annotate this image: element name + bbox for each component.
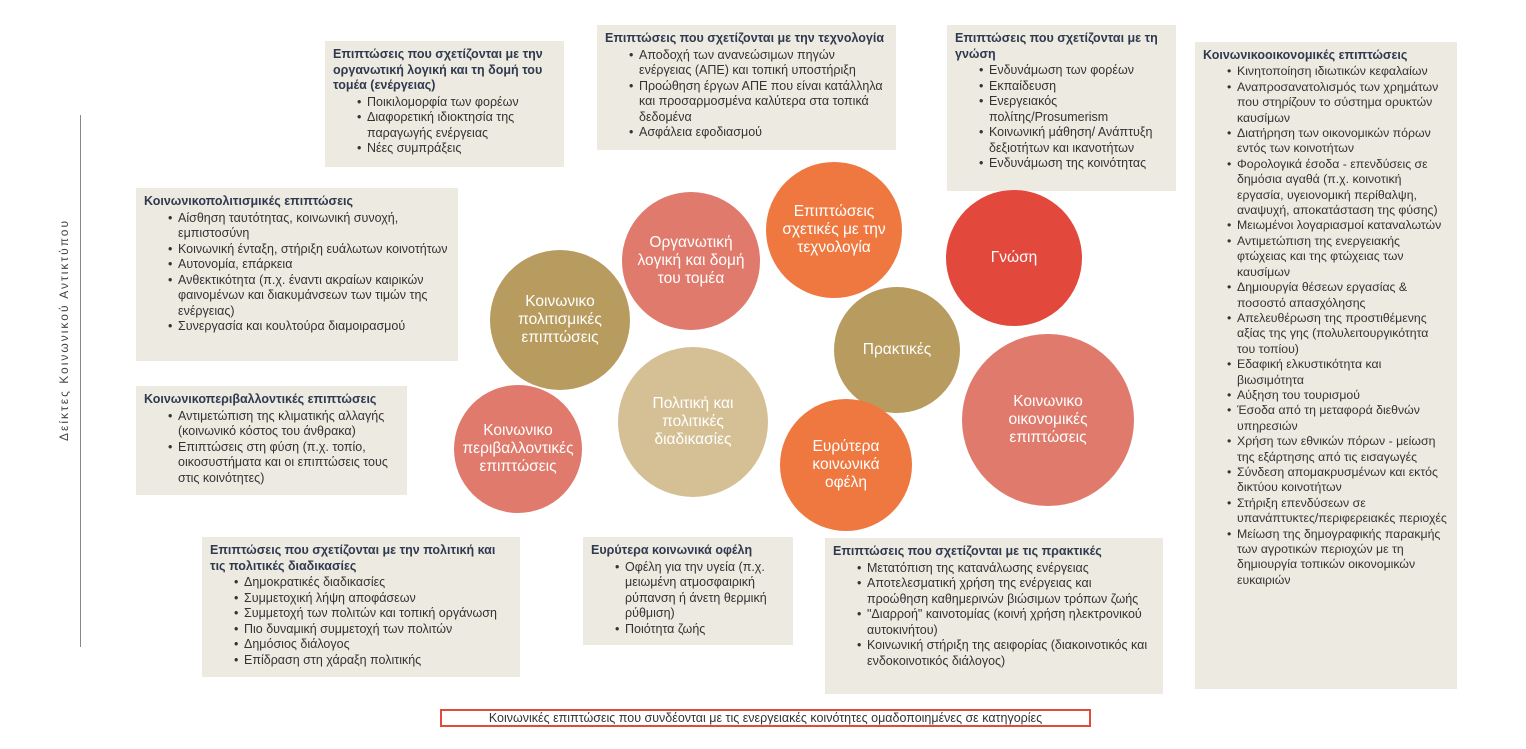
- circle-knowledge: [946, 190, 1082, 326]
- box-list: [210, 575, 512, 668]
- list-item: • Εκπαίδευση: [979, 79, 1168, 95]
- list-item: • Αύξηση του τουρισμού: [1227, 388, 1449, 403]
- list-item: • Κοινωνική ένταξη, στήριξη ευάλωτων κοινοτήτων: [168, 242, 450, 258]
- box-socioenvironmental: [136, 386, 407, 495]
- list-item: • Αντιμετώπιση της κλιματικής αλλαγής (κοινωνικό κόστος του άνθρακα): [168, 409, 399, 440]
- box-policy: [202, 537, 520, 677]
- list-item: • Ενδυνάμωση των φορέων: [979, 63, 1168, 79]
- circle-label: Κοινωνικο περιβαλλοντικές επιπτώσεις: [462, 422, 574, 475]
- list-item: • Ποιότητα ζωής: [615, 622, 785, 638]
- list-item: • Ενδυνάμωση της κοινότητας: [979, 156, 1168, 172]
- box-title: Κοινωνικοπολιτισμικές επιπτώσεις: [144, 194, 354, 208]
- circle-label: Γνώση: [990, 249, 1038, 266]
- list-item: • Ποικιλομορφία των φορέων: [357, 95, 556, 111]
- list-item: • Σύνδεση απομακρυσμένων και εκτός δικτύου κοινοτήτων: [1227, 465, 1449, 496]
- circle-organisational: [622, 192, 760, 330]
- list-item: • Εδαφική ελκυστικότητα και βιωσιμότητα: [1227, 357, 1449, 388]
- circle-label: Κοινωνικο πολιτισμικές επιπτώσεις: [518, 293, 602, 346]
- figure-caption: Κοινωνικές επιπτώσεις που συνδέονται με τις ενεργειακές κοινότητες ομαδοποιημένες σε κατηγορίες: [440, 709, 1091, 727]
- list-item: • "Διαρροή" καινοτομίας (κοινή χρήση ηλεκτρονικού αυτοκινήτου): [857, 607, 1155, 638]
- list-item: • Πιο δυναμική συμμετοχή των πολιτών: [234, 622, 512, 638]
- box-technology: [597, 25, 896, 150]
- list-item: • Έσοδα από τη μεταφορά διεθνών υπηρεσιών: [1227, 403, 1449, 434]
- side-title-text: Δείκτες Κοινωνικού Αντικτύπου: [57, 218, 72, 442]
- box-title: Επιπτώσεις που σχετίζονται με την τεχνολογία: [605, 31, 885, 45]
- circle-label: Πρακτικές: [862, 341, 932, 358]
- circle-label: Οργανωτική λογική και δομή του τομέα: [637, 234, 745, 287]
- circle-label: Πολιτική και πολιτικές διαδικασίες: [652, 395, 734, 448]
- list-item: • Φορολογικά έσοδα - επενδύσεις σε δημόσια αγαθά (π.χ. κοινοτική εργασία, υγειονομική περίθαλψη, αναψυχή, αποκατάσταση της φύσης): [1227, 157, 1449, 219]
- box-list: [1203, 64, 1449, 588]
- box-title: Κοινωνικοπεριβαλλοντικές επιπτώσεις: [144, 392, 377, 406]
- box-title: Επιπτώσεις που σχετίζονται με την οργανωτική λογική και τη δομή του τομέα (ενέργειας): [333, 47, 543, 92]
- box-list: [591, 560, 785, 638]
- list-item: • Αντιμετώπιση της ενεργειακής φτώχειας και της φτώχειας των καυσίμων: [1227, 234, 1449, 280]
- side-divider: [80, 115, 81, 647]
- box-list: [144, 211, 450, 335]
- box-title: Επιπτώσεις που σχετίζονται με τις πρακτικές: [833, 544, 1102, 558]
- list-item: • Κινητοποίηση ιδιωτικών κεφαλαίων: [1227, 64, 1449, 79]
- list-item: • Συμμετοχή των πολιτών και τοπική οργάνωση: [234, 606, 512, 622]
- circle-label: Επιπτώσεις σχετικές με την τεχνολογία: [782, 203, 886, 256]
- box-list: [955, 63, 1168, 172]
- list-item: • Επίδραση στη χάραξη πολιτικής: [234, 653, 512, 669]
- list-item: • Προώθηση έργων ΑΠΕ που είναι κατάλληλα και προσαρμοσμένα καλύτερα στα τοπικά δεδομένα: [629, 79, 888, 126]
- list-item: • Ενεργειακός πολίτης/Prosumerism: [979, 94, 1168, 125]
- list-item: • Νέες συμπράξεις: [357, 141, 556, 157]
- list-item: • Κοινωνική στήριξη της αειφορίας (διακοινοτικός και ενδοκοινοτικός διάλογος): [857, 638, 1155, 669]
- list-item: • Κοινωνική μάθηση/ Ανάπτυξη δεξιοτήτων και ικανοτήτων: [979, 125, 1168, 156]
- box-list: [605, 48, 888, 141]
- list-item: • Αποτελεσματική χρήση της ενέργειας και προώθηση καθημερινών βιώσιμων τρόπων ζωής: [857, 576, 1155, 607]
- box-title: Κοινωνικοοικονομικές επιπτώσεις: [1203, 48, 1408, 62]
- list-item: • Χρήση των εθνικών πόρων - μείωση της εξάρτησης από τις εισαγωγές: [1227, 434, 1449, 465]
- box-title: Επιπτώσεις που σχετίζονται με τη γνώση: [955, 31, 1158, 61]
- box-sociocultural: [136, 188, 458, 361]
- list-item: • Οφέλη για την υγεία (π.χ. μειωμένη ατμοσφαιρική ρύπανση ή άνετη θερμική ρύθμιση): [615, 560, 785, 622]
- box-list: [144, 409, 399, 487]
- circle-practices: [834, 287, 960, 413]
- list-item: • Μετατόπιση της κατανάλωσης ενέργειας: [857, 561, 1155, 577]
- list-item: • Απελευθέρωση της προστιθέμενης αξίας της γης (πολυλειτουργικότητα του τοπίου): [1227, 311, 1449, 357]
- box-wider: [583, 537, 793, 645]
- circle-sociocultural: [490, 250, 630, 390]
- list-item: • Στήριξη επενδύσεων σε υπανάπτυκτες/περιφερειακές περιοχές: [1227, 496, 1449, 527]
- box-title: Επιπτώσεις που σχετίζονται με την πολιτική και τις πολιτικές διαδικασίες: [210, 543, 496, 573]
- list-item: • Αίσθηση ταυτότητας, κοινωνική συνοχή, εμπιστοσύνη: [168, 211, 450, 242]
- list-item: • Ασφάλεια εφοδιασμού: [629, 125, 888, 141]
- circle-wider: [780, 399, 912, 531]
- box-knowledge: [947, 25, 1176, 191]
- circle-technology: [766, 162, 902, 298]
- list-item: • Ανθεκτικότητα (π.χ. έναντι ακραίων καιρικών φαινομένων και διακυμάνσεων των τιμών της ενέργειας): [168, 273, 450, 320]
- circle-label: Κοινωνικο οικονομικές επιπτώσεις: [1008, 393, 1088, 446]
- box-socioeconomic: [1195, 42, 1457, 689]
- list-item: • Επιπτώσεις στη φύση (π.χ. τοπίο, οικοσυστήματα και οι επιπτώσεις τους στις κοινότητες): [168, 440, 399, 487]
- list-item: • Διαφορετική ιδιοκτησία της παραγωγής ενέργειας: [357, 110, 556, 141]
- list-item: • Συμμετοχική λήψη αποφάσεων: [234, 591, 512, 607]
- list-item: • Συνεργασία και κουλτούρα διαμοιρασμού: [168, 319, 450, 335]
- list-item: • Δημόσιος διάλογος: [234, 637, 512, 653]
- list-item: • Μείωση της δημογραφικής παρακμής των αγροτικών περιοχών με τη δημιουργία τοπικών οικονομικών ευκαιριών: [1227, 527, 1449, 589]
- side-title: [56, 180, 72, 480]
- list-item: • Αναπροσανατολισμός των χρημάτων που στηρίζουν το σύστημα ορυκτών καυσίμων: [1227, 80, 1449, 126]
- list-item: • Διατήρηση των οικονομικών πόρων εντός των κοινοτήτων: [1227, 126, 1449, 157]
- box-organisational: [325, 41, 564, 167]
- box-list: [333, 95, 556, 157]
- list-item: • Αποδοχή των ανανεώσιμων πηγών ενέργειας (ΑΠΕ) και τοπική υποστήριξη: [629, 48, 888, 79]
- list-item: • Δημιουργία θέσεων εργασίας & ποσοστό απασχόλησης: [1227, 280, 1449, 311]
- list-item: • Μειωμένοι λογαριασμοί καταναλωτών: [1227, 218, 1449, 233]
- circle-policy: [618, 347, 768, 497]
- circle-label: Ευρύτερα κοινωνικά οφέλη: [812, 438, 880, 491]
- circle-socioeconomic: [962, 334, 1134, 506]
- circle-socioenvironmental: [454, 385, 582, 513]
- list-item: • Αυτονομία, επάρκεια: [168, 257, 450, 273]
- box-practices: [825, 538, 1163, 694]
- list-item: • Δημοκρατικές διαδικασίες: [234, 575, 512, 591]
- box-list: [833, 561, 1155, 670]
- box-title: Ευρύτερα κοινωνικά οφέλη: [591, 543, 753, 557]
